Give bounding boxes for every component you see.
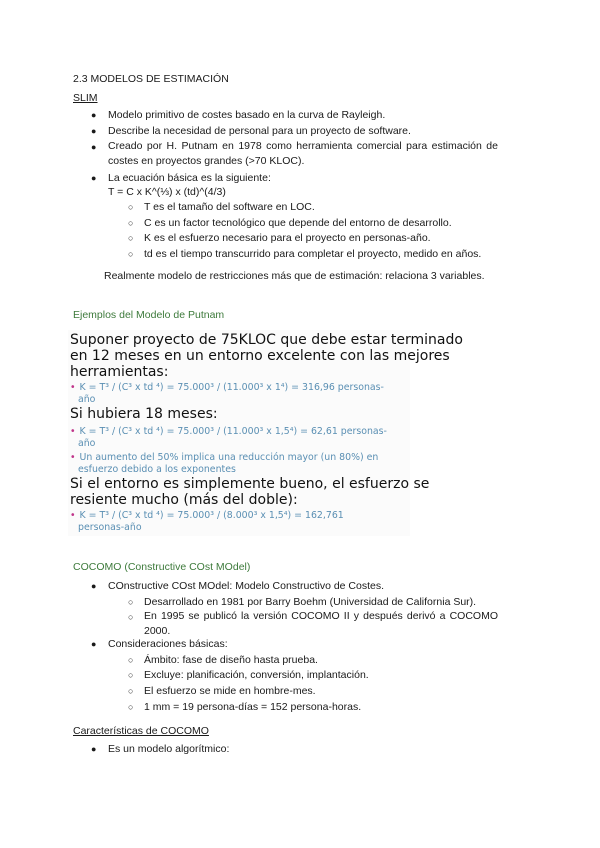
putnam-calc-3-cont: esfuerzo debido a los exponentes: [78, 464, 236, 475]
circle-bullet: ○: [128, 249, 134, 259]
caracteristicas-bullet-1: Es un modelo algorítmico:: [108, 743, 230, 755]
putnam-line-5: Si el entorno es simplemente bueno, el esfuerzo se: [70, 476, 430, 492]
putnam-line-4: Si hubiera 18 meses:: [70, 406, 218, 422]
cocomo-sub-4: Excluye: planificación, conversión, implantación.: [144, 669, 369, 681]
putnam-calc-2: • K = T³ / (C³ x td ⁴) = 75.000³ / (11.000³ x 1,5⁴) = 62,61 personas-: [70, 426, 387, 437]
bullet-dot: ●: [91, 126, 97, 136]
bullet-dot: ●: [91, 173, 97, 183]
putnam-calc-1-cont: año: [78, 394, 96, 405]
circle-bullet: ○: [128, 655, 134, 665]
slim-bullet-4: La ecuación básica es la siguiente:: [108, 172, 271, 184]
section-title: 2.3 MODELOS DE ESTIMACIÓN: [73, 73, 229, 85]
circle-bullet: ○: [128, 702, 134, 712]
slim-bullet-1: Modelo primitivo de costes basado en la curva de Rayleigh.: [108, 109, 386, 121]
bullet-dot: ●: [91, 142, 97, 152]
putnam-calc-2-cont: año: [78, 438, 96, 449]
circle-bullet: ○: [128, 686, 134, 696]
cocomo-sub-1: Desarrollado en 1981 por Barry Boehm (Universidad de California Sur).: [144, 596, 477, 608]
cocomo-bullet-1: COnstructive COst MOdel: Modelo Constructivo de Costes.: [108, 580, 385, 592]
circle-bullet: ○: [128, 597, 134, 607]
circle-bullet: ○: [128, 202, 134, 212]
circle-bullet: ○: [128, 218, 134, 228]
cocomo-sub-2: En 1995 se publicó la versión COCOMO II y después derivó a COCOMO 2000.: [144, 610, 498, 637]
putnam-example-image: [68, 330, 463, 536]
circle-bullet: ○: [128, 670, 134, 680]
circle-bullet: ○: [128, 612, 134, 622]
slim-bullet-2: Describe la necesidad de personal para un proyecto de software.: [108, 125, 411, 137]
circle-bullet: ○: [128, 233, 134, 243]
bullet-dot: ●: [91, 744, 97, 754]
slim-sub-1: T es el tamaño del software en LOC.: [144, 201, 315, 213]
slim-sub-2: C es un factor tecnológico que depende del entorno de desarrollo.: [144, 217, 452, 229]
bullet-dot: ●: [91, 639, 97, 649]
slim-sub-4: td es el tiempo transcurrido para completar el proyecto, medido en años.: [144, 248, 482, 260]
slim-sub-3: K es el esfuerzo necesario para el proyecto en personas-año.: [144, 232, 431, 244]
putnam-calc-4-cont: personas-año: [78, 522, 142, 533]
putnam-line-6: resiente mucho (más del doble):: [70, 492, 298, 508]
slim-heading: SLIM: [73, 92, 98, 104]
putnam-calc-3: • Un aumento del 50% implica una reducción mayor (un 80%) en: [70, 452, 379, 463]
putnam-line-2: en 12 meses en un entorno excelente con las mejores: [70, 348, 450, 364]
putnam-heading: Ejemplos del Modelo de Putnam: [73, 309, 225, 321]
bullet-dot: ●: [91, 581, 97, 591]
putnam-line-1: Suponer proyecto de 75KLOC que debe estar terminado: [70, 332, 463, 348]
caracteristicas-heading: Características de COCOMO: [73, 725, 209, 737]
cocomo-bullet-2: Consideraciones básicas:: [108, 638, 228, 650]
slim-equation: T = C x K^(⅓) x (td)^(4/3): [108, 186, 226, 198]
cocomo-heading: COCOMO (Constructive COst MOdel): [73, 561, 251, 573]
slim-bullet-3: Creado por H. Putnam en 1978 como herramienta comercial para estimación de costes en proyectos grandes (>70 KLOC).: [108, 140, 498, 167]
slim-note: Realmente modelo de restricciones más que de estimación: relaciona 3 variables.: [104, 270, 485, 282]
cocomo-sub-3: Ámbito: fase de diseño hasta prueba.: [144, 654, 318, 666]
bullet-dot: ●: [91, 110, 97, 120]
cocomo-sub-6: 1 mm = 19 persona-días = 152 persona-horas.: [144, 701, 362, 713]
putnam-line-3: herramientas:: [70, 364, 169, 380]
putnam-calc-4: • K = T³ / (C³ x td ⁴) = 75.000³ / (8.000³ x 1,5⁴) = 162,761: [70, 510, 344, 521]
putnam-calc-1: • K = T³ / (C³ x td ⁴) = 75.000³ / (11.000³ x 1⁴) = 316,96 personas-: [70, 382, 384, 393]
cocomo-sub-5: El esfuerzo se mide en hombre-mes.: [144, 685, 316, 697]
